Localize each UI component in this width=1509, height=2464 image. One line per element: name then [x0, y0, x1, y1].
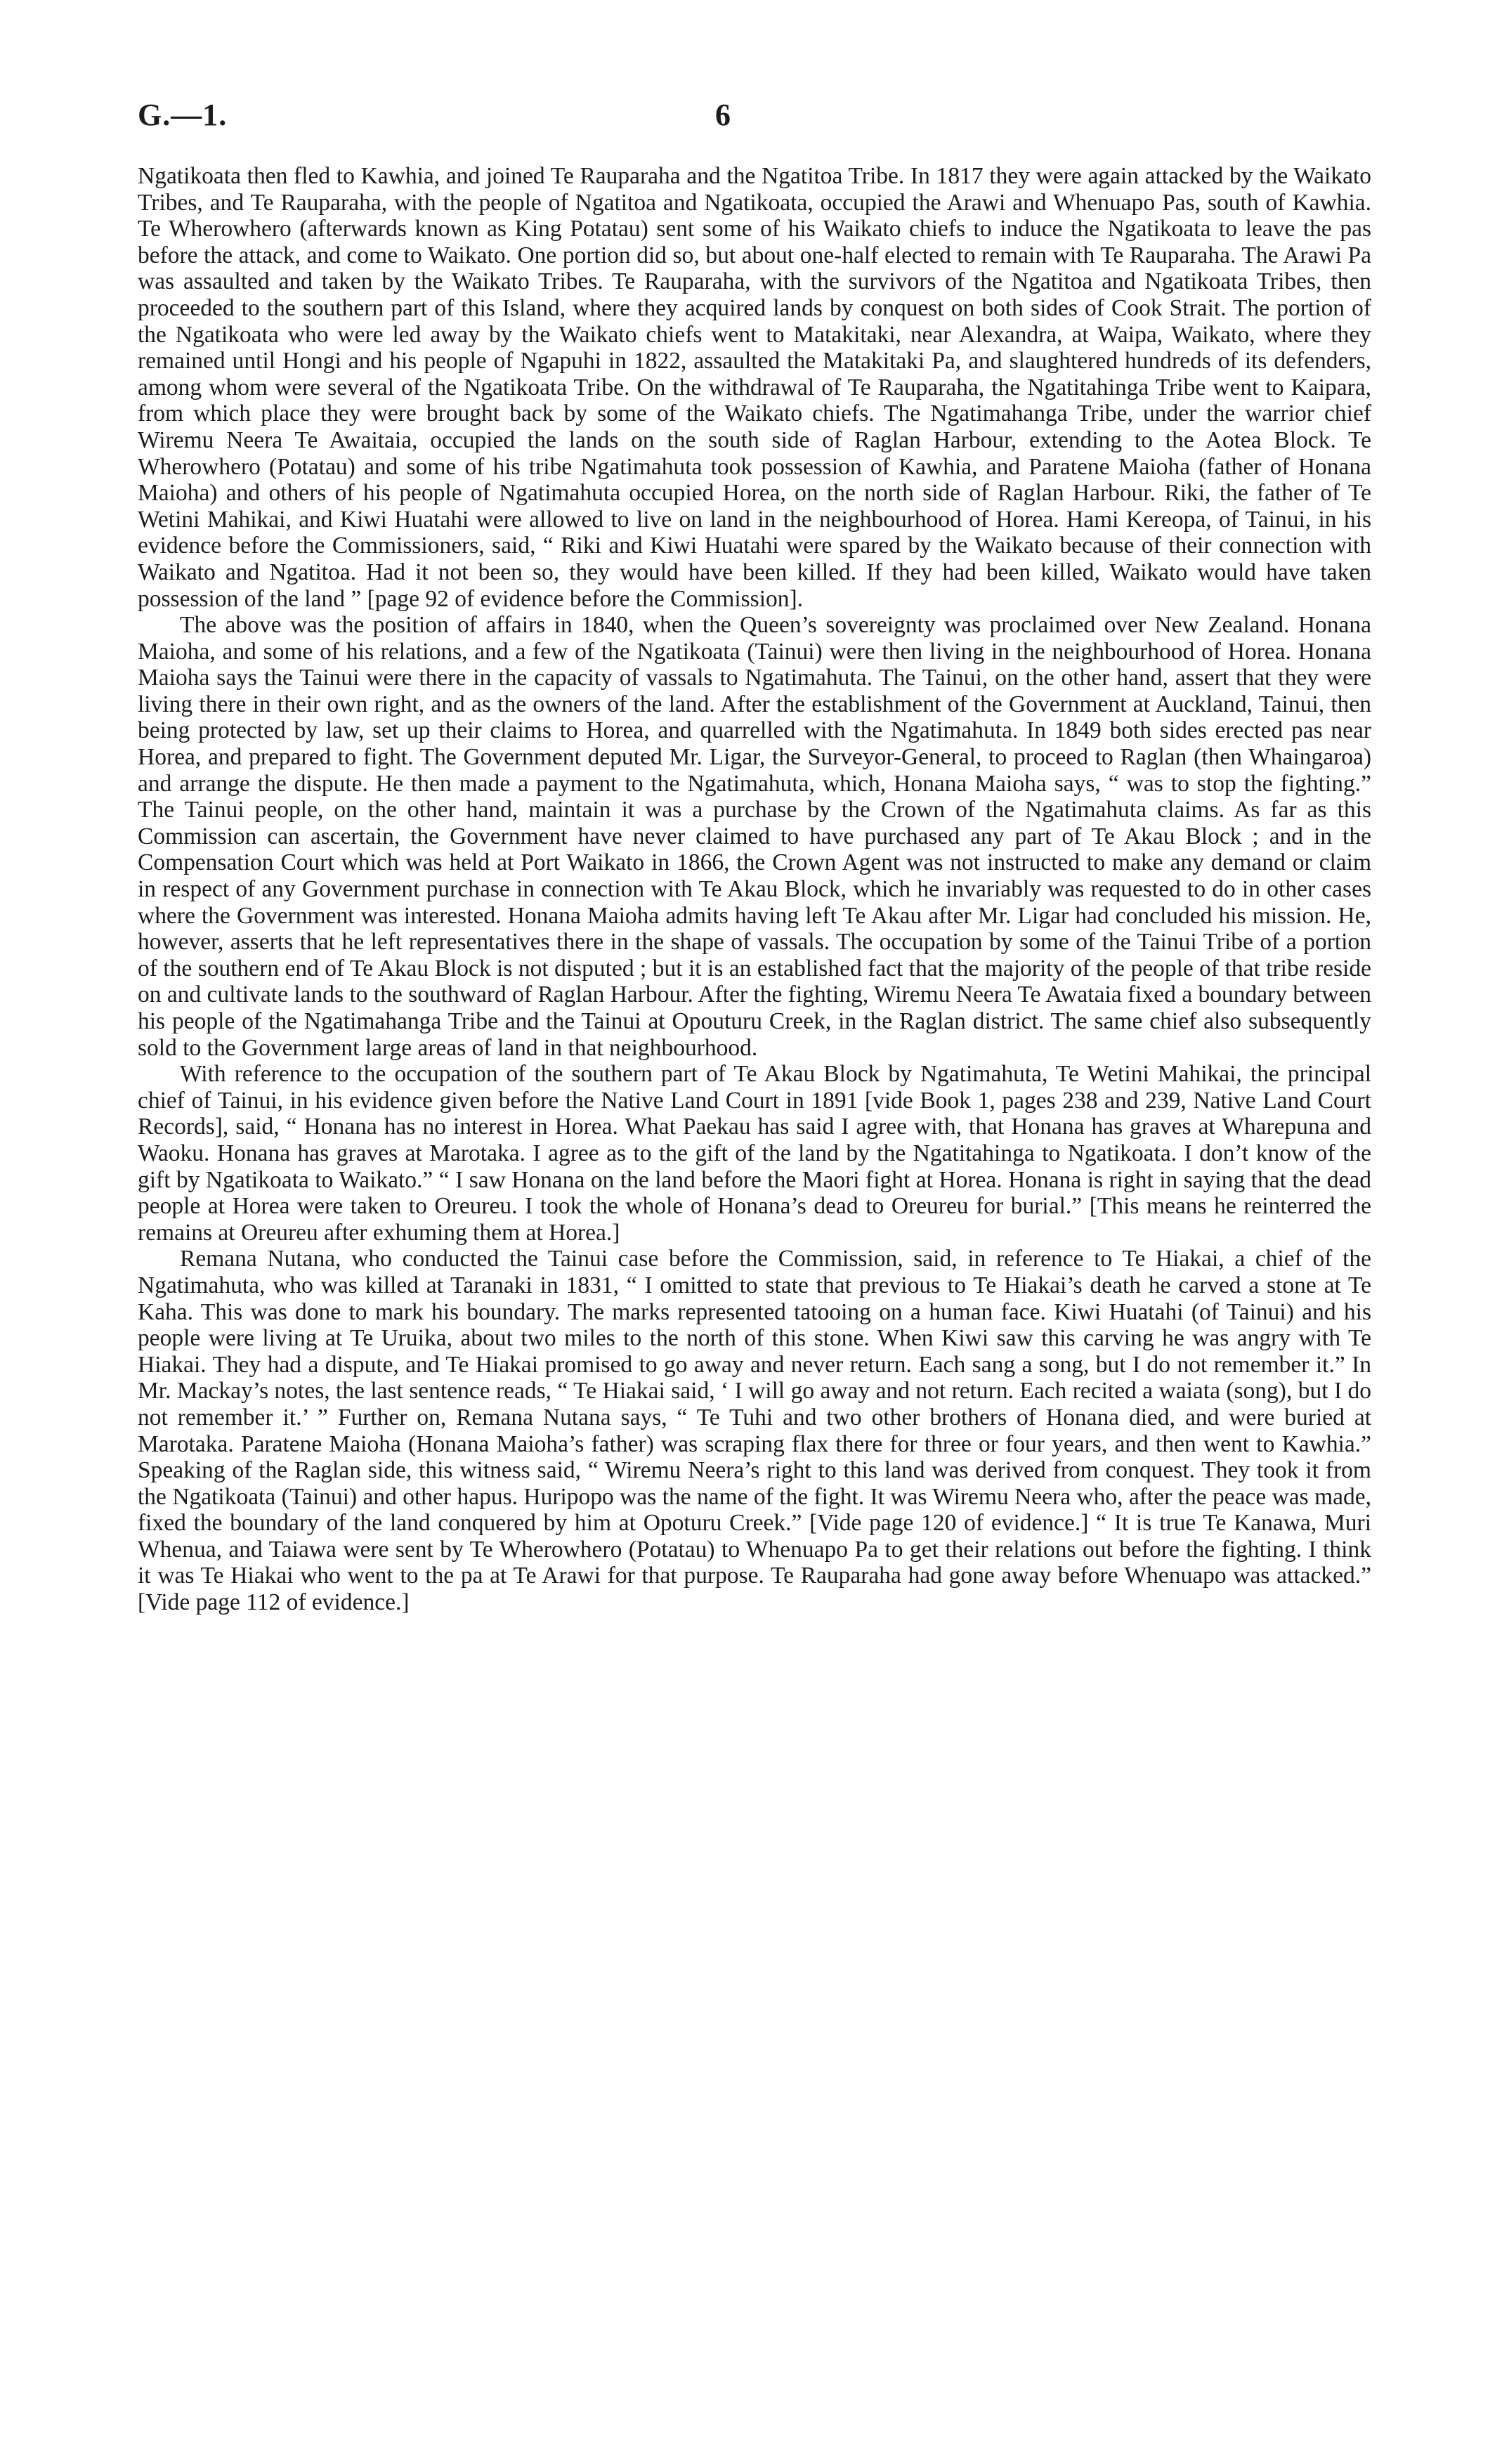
page-number: 6 — [715, 98, 731, 132]
paragraph: Remana Nutana, who conducted the Tainui case before the Commission, said, in reference to Te Hiakai, a chief of the Ngatimahuta, who was killed at Taranaki in 1831, “ I omitted to state that previous to Te Hiakai’s death he carved a stone at Te Kaha. This was done to mark his boundary. The marks represented tatooing on a human face. Kiwi Huatahi (of Tainui) and his people were living at Te Uruika, about two miles to the north of this stone. When Kiwi saw this carving he was angry with Te Hiakai. They had a dispute, and Te Hiakai promised to go away and never return. Each sang a song, but I do not remember it.” In Mr. Mackay’s notes, the last sentence reads, “ Te Hiakai said, ‘ I will go away and not return. Each recited a waiata (song), but I do not remember it.’ ” Further on, Remana Nutana says, “ Te Tuhi and two other brothers of Honana died, and were buried at Marotaka. Paratene Maioha (Honana Maioha’s father) was scraping flax there for three or four years, and then went to Kawhia.” Speaking of the Raglan side, this witness said, “ Wiremu Neera’s right to this land was derived from conquest. They took it from the Ngatikoata (Tainui) and other hapus. Huripopo was the name of the fight. It was Wiremu Neera who, after the peace was made, fixed the boundary of the land conquered by him at Opoturu Creek.” [Vide page 120 of evidence.] “ It is true Te Kanawa, Muri Whenua, and Taiawa were sent by Te Wherowhero (Potatau) to Whenuapo Pa to get their relations out before the fighting. I think it was Te Hiakai who went to the pa at Te Arawi for that purpose. Te Rauparaha had gone away before Whenuapo was attacked.” [Vide page 112 of evidence.] — [138, 1246, 1371, 1616]
document-reference: G.—1. — [138, 98, 228, 132]
paragraph: With reference to the occupation of the southern part of Te Akau Block by Ngatimahuta, Te Wetini Mahikai, the principal chief of Tainui, in his evidence given before the Native Land Court in 1891 [vide Book 1, pages 238 and 239, Native Land Court Records], said, “ Honana has no interest in Horea. What Paekau has said I agree with, that Honana has graves at Wharepuna and Waoku. Honana has graves at Marotaka. I agree as to the gift of the land by the Ngatitahinga to Ngatikoata. I don’t know of the gift by Ngatikoata to Waikato.” “ I saw Honana on the land before the Maori fight at Horea. Honana is right in saying that the dead people at Horea were taken to Oreureu. I took the whole of Honana’s dead to Oreureu for burial.” [This means he reinterred the remains at Oreureu after exhuming them at Horea.] — [138, 1061, 1371, 1246]
paragraph: Ngatikoata then fled to Kawhia, and joined Te Rauparaha and the Ngatitoa Tribe. In 1817 they were again attacked by the Waikato Tribes, and Te Rauparaha, with the people of Ngatitoa and Ngatikoata, occupied the Arawi and Whenuapo Pas, south of Kawhia. Te Wherowhero (afterwards known as King Potatau) sent some of his Waikato chiefs to induce the Ngatikoata to leave the pas before the attack, and come to Waikato. One portion did so, but about one-half elected to remain with Te Rauparaha. The Arawi Pa was assaulted and taken by the Waikato Tribes. Te Rauparaha, with the survivors of the Ngatitoa and Ngatikoata Tribes, then proceeded to the southern part of this Island, where they acquired lands by conquest on both sides of Cook Strait. The portion of the Ngatikoata who were led away by the Waikato chiefs went to Matakitaki, near Alexandra, at Waipa, Waikato, where they remained until Hongi and his people of Ngapuhi in 1822, assaulted the Matakitaki Pa, and slaughtered hundreds of its defenders, among whom were several of the Ngatikoata Tribe. On the withdrawal of Te Rauparaha, the Ngatitahinga Tribe went to Kaipara, from which place they were brought back by some of the Waikato chiefs. The Ngatimahanga Tribe, under the warrior chief Wiremu Neera Te Awaitaia, occupied the lands on the south side of Raglan Harbour, extending to the Aotea Block. Te Wherowhero (Potatau) and some of his tribe Ngatimahuta took possession of Kawhia, and Paratene Maioha (father of Honana Maioha) and others of his people of Ngatimahuta occupied Horea, on the north side of Raglan Harbour. Riki, the father of Te Wetini Mahikai, and Kiwi Huatahi were allowed to live on land in the neighbourhood of Horea. Hami Kereopa, of Tainui, in his evidence before the Commissioners, said, “ Riki and Kiwi Huatahi were spared by the Waikato because of their connection with Waikato and Ngatitoa. Had it not been so, they would have been killed. If they had been killed, Waikato would have taken possession of the land ” [page 92 of evidence before the Commission]. — [138, 163, 1371, 612]
body-text — [138, 163, 1371, 1616]
paragraph: The above was the position of affairs in 1840, when the Queen’s sovereignty was proclaimed over New Zealand. Honana Maioha, and some of his relations, and a few of the Ngatikoata (Tainui) were then living in the neighbourhood of Horea. Honana Maioha says the Tainui were there in the capacity of vassals to Ngatimahuta. The Tainui, on the other hand, assert that they were living there in their own right, and as the owners of the land. After the establishment of the Government at Auckland, Tainui, then being protected by law, set up their claims to Horea, and quarrelled with the Ngatimahuta. In 1849 both sides erected pas near Horea, and prepared to fight. The Government deputed Mr. Ligar, the Surveyor-General, to proceed to Raglan (then Whaingaroa) and arrange the dispute. He then made a payment to the Ngatimahuta, which, Honana Maioha says, “ was to stop the fighting.” The Tainui people, on the other hand, maintain it was a purchase by the Crown of the Ngatimahuta claims. As far as this Commission can ascertain, the Government have never claimed to have purchased any part of Te Akau Block ; and in the Compensation Court which was held at Port Waikato in 1866, the Crown Agent was not instructed to make any demand or claim in respect of any Government purchase in connection with Te Akau Block, which he invariably was requested to do in other cases where the Government was interested. Honana Maioha admits having left Te Akau after Mr. Ligar had concluded his mission. He, however, asserts that he left representatives there in the shape of vassals. The occupation by some of the Tainui Tribe of a portion of the southern end of Te Akau Block is not disputed ; but it is an established fact that the majority of the people of that tribe reside on and cultivate lands to the southward of Raglan Harbour. After the fighting, Wiremu Neera Te Awataia fixed a boundary between his people of the Ngatimahanga Tribe and the Tainui at Opouturu Creek, in the Raglan district. The same chief also subsequently sold to the Government large areas of land in that neighbourhood. — [138, 612, 1371, 1061]
page-header — [138, 97, 1371, 139]
